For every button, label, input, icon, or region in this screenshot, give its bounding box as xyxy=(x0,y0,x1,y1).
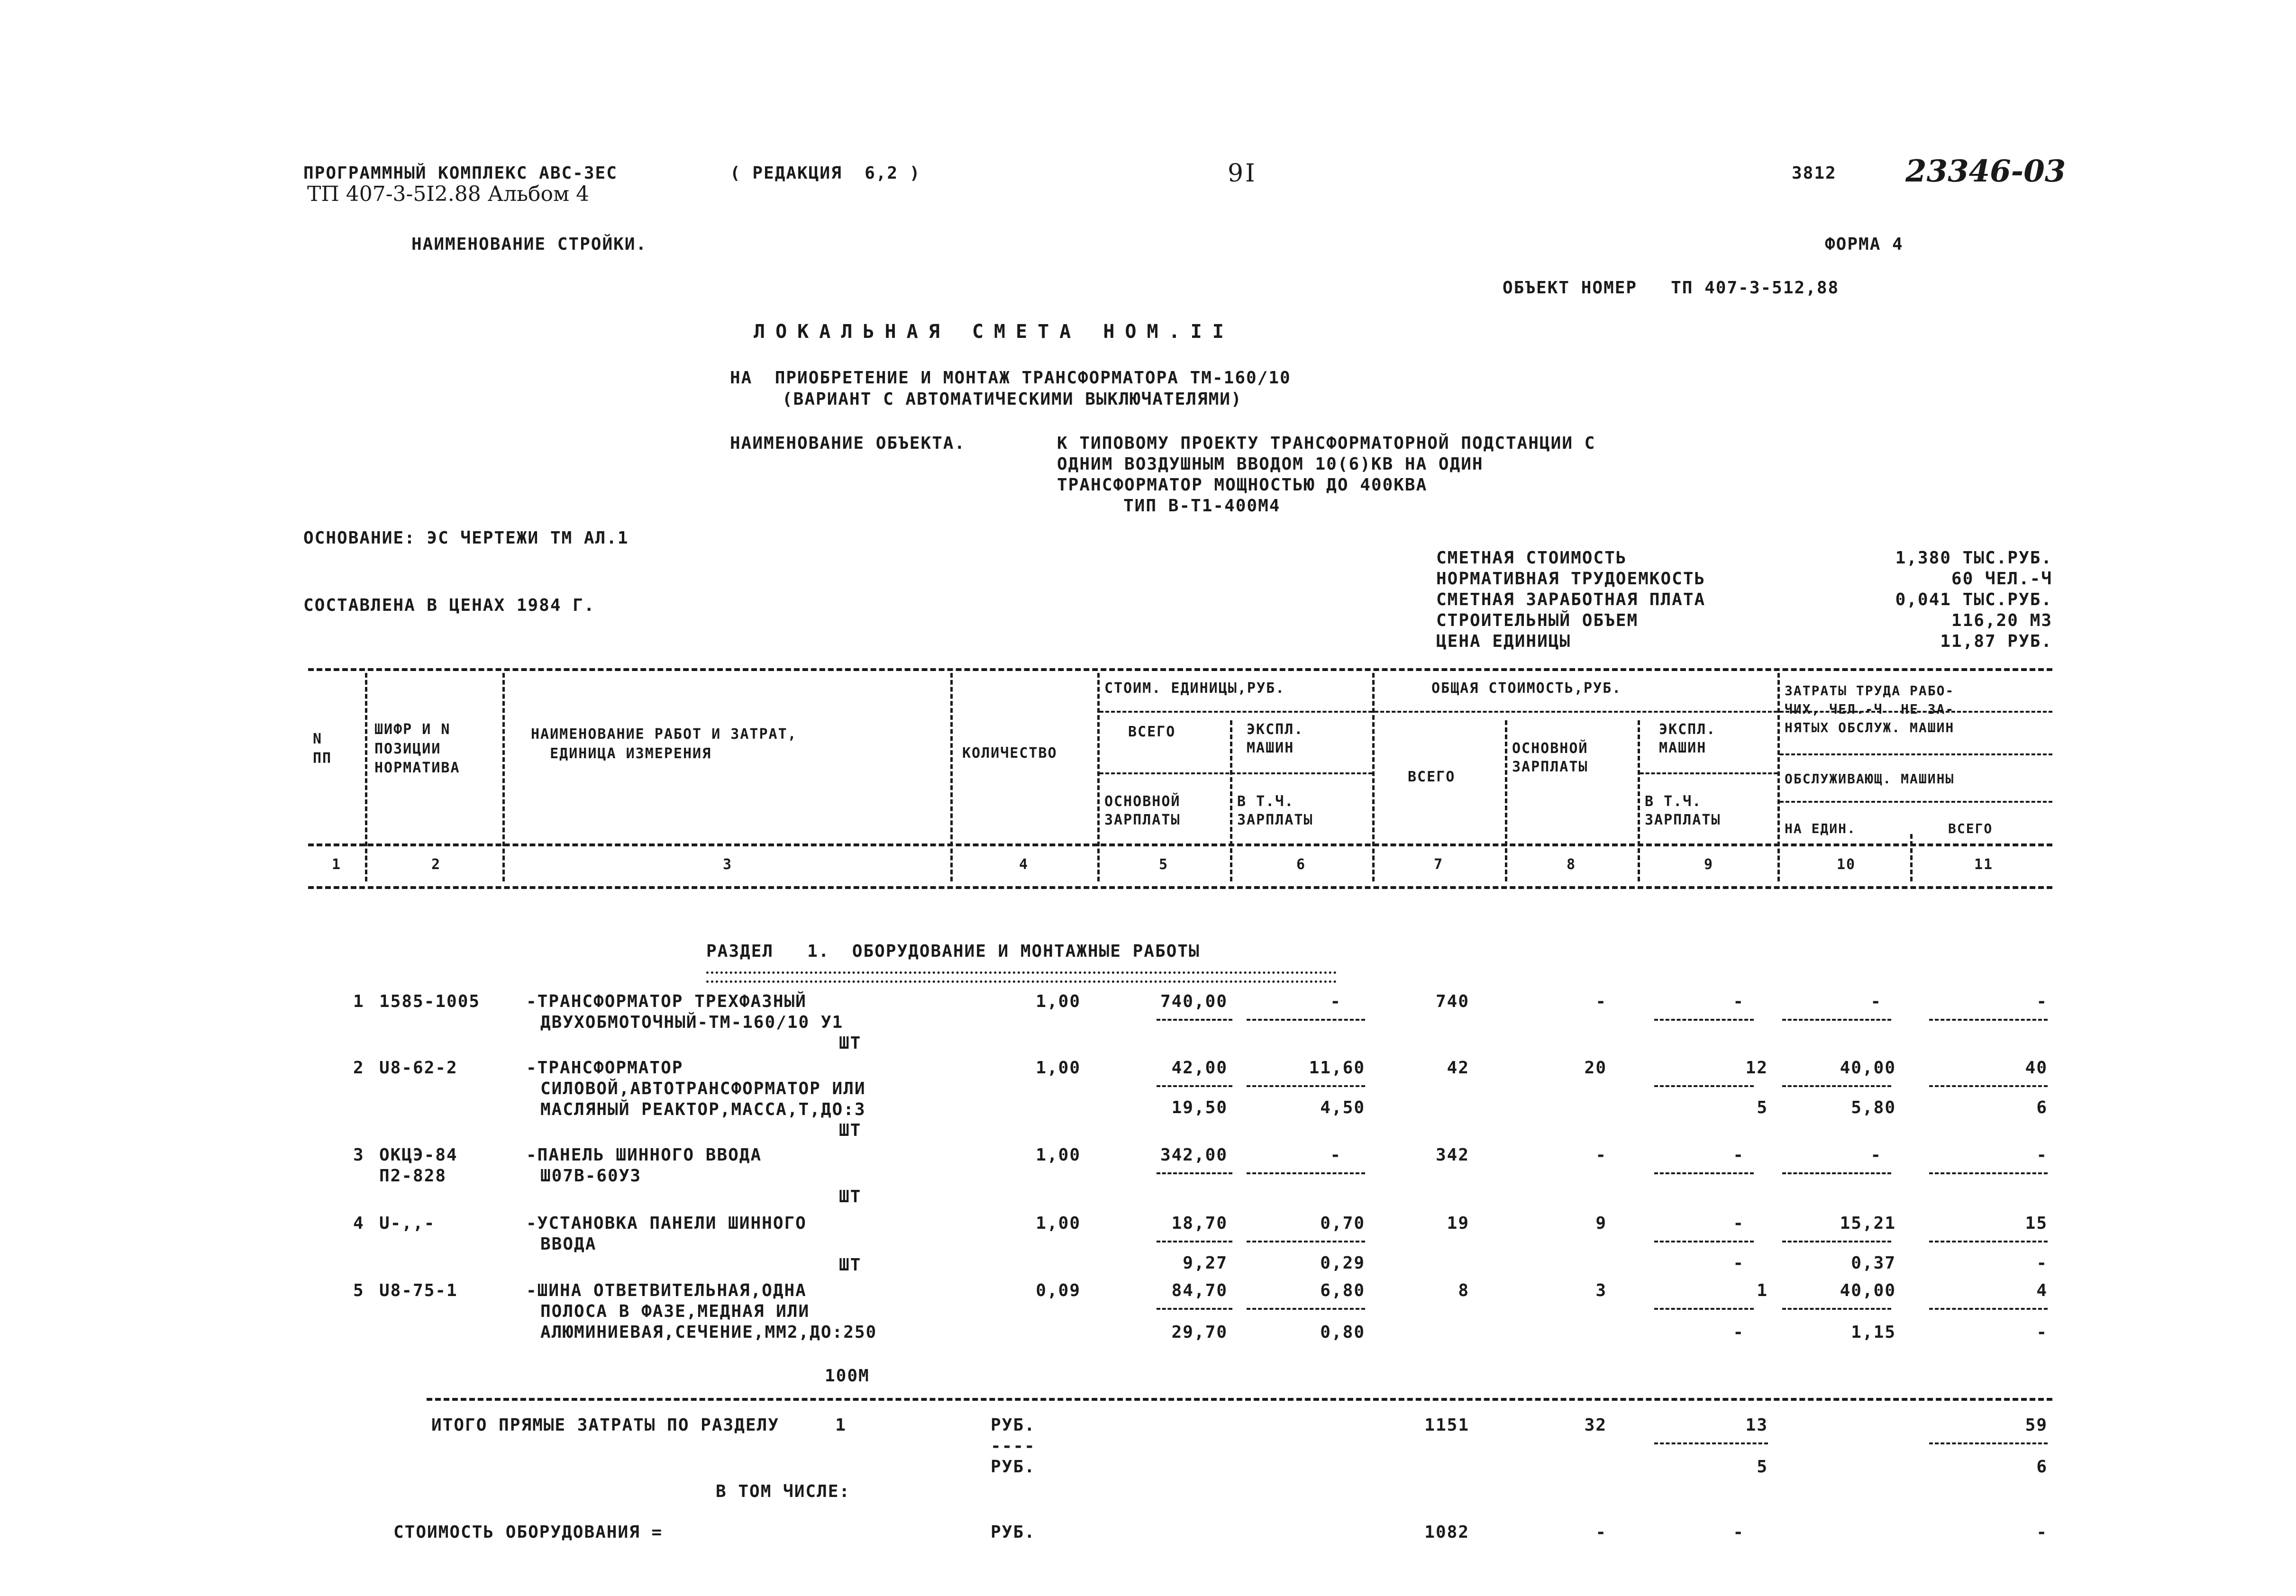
summary-label-3: СМЕТНАЯ ЗАРАБОТНАЯ ПЛАТА xyxy=(1436,590,1706,609)
row-total-all: 740 xyxy=(1435,992,1469,1011)
row-unit-incl: 4,50 xyxy=(1320,1098,1365,1117)
purpose-line-1: НА ПРИОБРЕТЕНИЕ И МОНТАЖ ТРАНСФОРМАТОРА ТМ-160/10 xyxy=(730,368,1291,388)
row-total-mach: - xyxy=(1733,992,1744,1011)
header-unit-cost: СТОИМ. ЕДИНИЦЫ,РУБ. xyxy=(1104,680,1285,697)
row-name-line: МАСЛЯНЫЙ РЕАКТОР,МАССА,Т,ДО:3 xyxy=(540,1100,866,1119)
row-total-all: 19 xyxy=(1447,1214,1469,1233)
totals-mach: 13 xyxy=(1745,1415,1768,1435)
row-labor-total: - xyxy=(2036,1145,2048,1165)
row-labor-unit: - xyxy=(1870,992,1882,1011)
program-name: ПРОГРАММНЫЙ КОМПЛЕКС АВС-ЗЕС xyxy=(303,163,618,183)
col-number: 1 xyxy=(331,856,342,873)
col-sep xyxy=(1777,673,1780,881)
row-number: 5 xyxy=(353,1281,364,1300)
row-qty: 0,09 xyxy=(1036,1281,1081,1300)
row-name-line: ДВУХОБМОТОЧНЫЙ-ТМ-160/10 У1 xyxy=(540,1013,844,1032)
object-number: ОБЪЕКТ НОМЕР ТП 407-3-512,88 xyxy=(1503,278,1840,298)
row-labor-total-2: - xyxy=(2036,1253,2048,1273)
header-col-qty: КОЛИЧЕСТВО xyxy=(962,745,1057,762)
row-unit-mach: - xyxy=(1330,1145,1341,1165)
row-total-mach: 12 xyxy=(1745,1058,1768,1078)
including-label: В ТОМ ЧИСЛЕ: xyxy=(716,1482,851,1501)
header-total-all: ВСЕГО xyxy=(1408,769,1456,785)
col-sep xyxy=(1230,720,1232,881)
album-label: ТП 407-3-5I2.88 Альбом 4 xyxy=(307,182,590,206)
col-number: 7 xyxy=(1433,856,1444,873)
row-number: 1 xyxy=(353,992,364,1011)
col-number: 10 xyxy=(1836,856,1856,873)
purpose-line-2: (ВАРИАНТ С АВТОМАТИЧЕСКИМИ ВЫКЛЮЧАТЕЛЯМИ) xyxy=(782,390,1242,409)
row-labor-unit: 40,00 xyxy=(1840,1281,1896,1300)
header-total-wage: ОСНОВНОЙ ЗАРПЛАТЫ xyxy=(1512,740,1588,775)
row-unit-total: 84,70 xyxy=(1171,1281,1228,1300)
col-number: 5 xyxy=(1158,856,1169,873)
row-name-line: -ПАНЕЛЬ ШИННОГО ВВОДА xyxy=(526,1145,762,1165)
row-labor-total: 4 xyxy=(2036,1281,2048,1300)
row-code: U8-62-2 xyxy=(379,1058,458,1078)
row-labor-unit-2: 0,37 xyxy=(1851,1253,1896,1273)
row-name-line: -ТРАНСФОРМАТОР ТРЕХФАЗНЫЙ xyxy=(526,992,807,1011)
equipment-wage: - xyxy=(1595,1523,1607,1542)
header-labor-mach: ОБСЛУЖИВАЮЩ. МАШИНЫ xyxy=(1785,771,1955,787)
row-unit-incl: 0,29 xyxy=(1320,1253,1365,1273)
table-numbers-rule xyxy=(308,886,2052,889)
row-unit-total: 740,00 xyxy=(1160,992,1228,1011)
table-header-rule xyxy=(308,843,2052,846)
row-number: 4 xyxy=(353,1214,364,1233)
col-number: 9 xyxy=(1704,856,1714,873)
object-line-4: ТИП В-Т1-400М4 xyxy=(1123,496,1281,516)
row-qty: 1,00 xyxy=(1036,992,1081,1011)
row-unit-wage: 9,27 xyxy=(1183,1253,1228,1273)
header-unit-mach: ЭКСПЛ. МАШИН xyxy=(1247,721,1304,756)
row-unit: 100М xyxy=(825,1366,870,1386)
row-labor-total-2: 6 xyxy=(2036,1098,2048,1117)
row-total-all: 42 xyxy=(1447,1058,1469,1078)
col-sep xyxy=(1505,720,1507,881)
equipment-mach: - xyxy=(1733,1523,1744,1542)
summary-label-1: СМЕТНАЯ СТОИМОСТЬ xyxy=(1436,548,1627,568)
col-sep xyxy=(1372,673,1375,881)
row-total-mach: - xyxy=(1733,1214,1744,1233)
summary-label-4: СТРОИТЕЛЬНЫЙ ОБЪЕМ xyxy=(1436,611,1639,630)
header-labor-total: ВСЕГО xyxy=(1948,821,1993,836)
row-name-line: Ш07В-60У3 xyxy=(540,1166,642,1186)
row-code: 1585-1005 xyxy=(379,992,481,1011)
document-number: 23346-03 xyxy=(1905,154,2066,189)
totals-all: 1151 xyxy=(1424,1415,1469,1435)
row-name-line: -ШИНА ОТВЕТВИТЕЛЬНАЯ,ОДНА xyxy=(526,1281,807,1300)
row-total-incl: - xyxy=(1733,1253,1744,1273)
row-labor-total: 40 xyxy=(2025,1058,2048,1078)
totals-label: ИТОГО ПРЯМЫЕ ЗАТРАТЫ ПО РАЗДЕЛУ 1 xyxy=(431,1415,847,1435)
code-number: 3812 xyxy=(1792,163,1837,183)
col-sep xyxy=(1910,834,1913,881)
summary-value-4: 116,20 М3 xyxy=(1951,611,2052,630)
totals-labor-2: 6 xyxy=(2036,1457,2048,1477)
row-total-wage: 3 xyxy=(1595,1281,1607,1300)
section-underline xyxy=(706,971,1337,983)
header-unit-wage: ОСНОВНОЙ ЗАРПЛАТЫ xyxy=(1104,793,1181,828)
row-name-line: АЛЮМИНИЕВАЯ,СЕЧЕНИЕ,ММ2,ДО:250 xyxy=(540,1323,877,1342)
row-code-2: П2-828 xyxy=(379,1166,447,1186)
header-labor-unit: НА ЕДИН. xyxy=(1785,821,1856,836)
row-labor-unit: 15,21 xyxy=(1840,1214,1896,1233)
row-unit-mach: 0,70 xyxy=(1320,1214,1365,1233)
row-qty: 1,00 xyxy=(1036,1214,1081,1233)
header-unit-total: ВСЕГО xyxy=(1128,724,1176,740)
summary-value-1: 1,380 ТЫС.РУБ. xyxy=(1895,548,2052,568)
row-name-line: СИЛОВОЙ,АВТОТРАНСФОРМАТОР ИЛИ xyxy=(540,1079,866,1098)
totals-incl: 5 xyxy=(1757,1457,1768,1477)
row-code: ОКЦЭ-84 xyxy=(379,1145,458,1165)
summary-value-5: 11,87 РУБ. xyxy=(1940,632,2052,651)
table-top-rule xyxy=(308,668,2052,671)
col-number: 6 xyxy=(1296,856,1306,873)
col-number: 8 xyxy=(1566,856,1576,873)
col-sep xyxy=(1638,720,1640,881)
row-unit-total: 42,00 xyxy=(1171,1058,1228,1078)
row-labor-unit-2: 1,15 xyxy=(1851,1323,1896,1342)
row-labor-unit-2: 5,80 xyxy=(1851,1098,1896,1117)
row-unit-mach: 6,80 xyxy=(1320,1281,1365,1300)
summary-label-5: ЦЕНА ЕДИНИЦЫ xyxy=(1436,632,1571,651)
object-line-3: ТРАНСФОРМАТОР МОЩНОСТЬЮ ДО 400КВА xyxy=(1057,475,1428,495)
totals-rule xyxy=(427,1398,2052,1401)
edition-label: ( РЕДАКЦИЯ 6,2 ) xyxy=(730,163,921,183)
totals-unit-2: РУБ. xyxy=(991,1457,1036,1477)
row-number: 3 xyxy=(353,1145,364,1165)
row-name-line: ВВОДА xyxy=(540,1234,597,1254)
row-number: 2 xyxy=(353,1058,364,1078)
col-number: 2 xyxy=(431,856,441,873)
row-unit: ШТ xyxy=(839,1121,862,1140)
totals-unit: РУБ. xyxy=(991,1415,1036,1435)
row-name-label: НАИМЕНОВАНИЕ СТРОЙКИ. xyxy=(411,235,647,254)
row-qty: 1,00 xyxy=(1036,1145,1081,1165)
row-labor-total: 15 xyxy=(2025,1214,2048,1233)
row-labor-total-2: - xyxy=(2036,1323,2048,1342)
estimate-title: ЛОКАЛЬНАЯ СМЕТА НОМ.II xyxy=(754,321,1234,343)
row-total-all: 8 xyxy=(1458,1281,1469,1300)
header-labor: ЗАТРАТЫ ТРУДА РАБО- ЧИХ, ЧЕЛ.-Ч НЕ ЗА- НЯТЫХ ОБСЛУЖ. МАШИН xyxy=(1785,683,1955,736)
basis-line: ОСНОВАНИЕ: ЭС ЧЕРТЕЖИ ТМ АЛ.1 xyxy=(303,528,629,548)
totals-wage: 32 xyxy=(1584,1415,1607,1435)
prices-line: СОСТАВЛЕНА В ЦЕНАХ 1984 Г. xyxy=(303,596,595,615)
row-unit-mach: 11,60 xyxy=(1309,1058,1365,1078)
header-col-n: N ПП xyxy=(313,731,332,767)
row-unit-incl: 0,80 xyxy=(1320,1323,1365,1342)
totals-labor: 59 xyxy=(2025,1415,2048,1435)
row-unit-wage: 29,70 xyxy=(1171,1323,1228,1342)
row-total-incl: 5 xyxy=(1757,1098,1768,1117)
row-name-line: ПОЛОСА В ФАЗЕ,МЕДНАЯ ИЛИ xyxy=(540,1302,810,1321)
row-unit-wage: 19,50 xyxy=(1171,1098,1228,1117)
equipment-label: СТОИМОСТЬ ОБОРУДОВАНИЯ = xyxy=(393,1523,663,1542)
object-line-1: К ТИПОВОМУ ПРОЕКТУ ТРАНСФОРМАТОРНОЙ ПОДСТАНЦИИ С xyxy=(1057,434,1596,453)
totals-unit-dash: ---- xyxy=(991,1436,1036,1456)
header-unit-incl: В Т.Ч. ЗАРПЛАТЫ xyxy=(1237,793,1313,828)
row-labor-unit: 40,00 xyxy=(1840,1058,1896,1078)
header-total-incl: В Т.Ч. ЗАРПЛАТЫ xyxy=(1645,793,1721,828)
row-unit-total: 342,00 xyxy=(1160,1145,1228,1165)
row-unit: ШТ xyxy=(839,1255,862,1275)
row-total-all: 342 xyxy=(1435,1145,1469,1165)
col-number: 11 xyxy=(1974,856,1994,873)
summary-label-2: НОРМАТИВНАЯ ТРУДОЕМКОСТЬ xyxy=(1436,569,1706,589)
header-col-name: НАИМЕНОВАНИЕ РАБОТ И ЗАТРАТ, ЕДИНИЦА ИЗМЕРЕНИЯ xyxy=(531,726,797,762)
row-labor-unit: - xyxy=(1870,1145,1882,1165)
object-line-2: ОДНИМ ВОЗДУШНЫМ ВВОДОМ 10(6)КВ НА ОДИН xyxy=(1057,454,1484,474)
col-sep xyxy=(950,673,953,881)
section-title: РАЗДЕЛ 1. ОБОРУДОВАНИЕ И МОНТАЖНЫЕ РАБОТЫ xyxy=(706,942,1200,961)
row-unit: ШТ xyxy=(839,1034,862,1053)
object-label: НАИМЕНОВАНИЕ ОБЪЕКТА. xyxy=(730,434,966,453)
col-number: 3 xyxy=(722,856,733,873)
row-unit-total: 18,70 xyxy=(1171,1214,1228,1233)
header-col-code: ШИФР И N ПОЗИЦИИ НОРМАТИВА xyxy=(374,721,460,776)
col-sep xyxy=(1097,673,1100,881)
row-total-wage: - xyxy=(1595,1145,1607,1165)
row-total-wage: 9 xyxy=(1595,1214,1607,1233)
row-unit: ШТ xyxy=(839,1187,862,1206)
row-unit-mach: - xyxy=(1330,992,1341,1011)
col-sep xyxy=(502,673,505,881)
row-name-line: -УСТАНОВКА ПАНЕЛИ ШИННОГО xyxy=(526,1214,807,1233)
equipment-unit: РУБ. xyxy=(991,1523,1036,1542)
row-qty: 1,00 xyxy=(1036,1058,1081,1078)
header-total-mach: ЭКСПЛ. МАШИН xyxy=(1659,721,1716,756)
equipment-all: 1082 xyxy=(1424,1523,1469,1542)
row-total-mach: - xyxy=(1733,1145,1744,1165)
col-sep xyxy=(365,673,367,881)
row-total-incl: - xyxy=(1733,1323,1744,1342)
equipment-labor: - xyxy=(2036,1523,2048,1542)
row-name-line: -ТРАНСФОРМАТОР xyxy=(526,1058,683,1078)
row-total-wage: - xyxy=(1595,992,1607,1011)
row-total-wage: 20 xyxy=(1584,1058,1607,1078)
row-code: U-,,- xyxy=(379,1214,436,1233)
page-number: 9I xyxy=(1228,159,1257,188)
form-label: ФОРМА 4 xyxy=(1825,235,1904,254)
header-total-cost: ОБЩАЯ СТОИМОСТЬ,РУБ. xyxy=(1431,680,1622,697)
summary-value-2: 60 ЧЕЛ.-Ч xyxy=(1951,569,2052,589)
summary-value-3: 0,041 ТЫС.РУБ. xyxy=(1895,590,2052,609)
row-labor-total: - xyxy=(2036,992,2048,1011)
row-code: U8-75-1 xyxy=(379,1281,458,1300)
col-number: 4 xyxy=(1019,856,1029,873)
row-total-mach: 1 xyxy=(1757,1281,1768,1300)
